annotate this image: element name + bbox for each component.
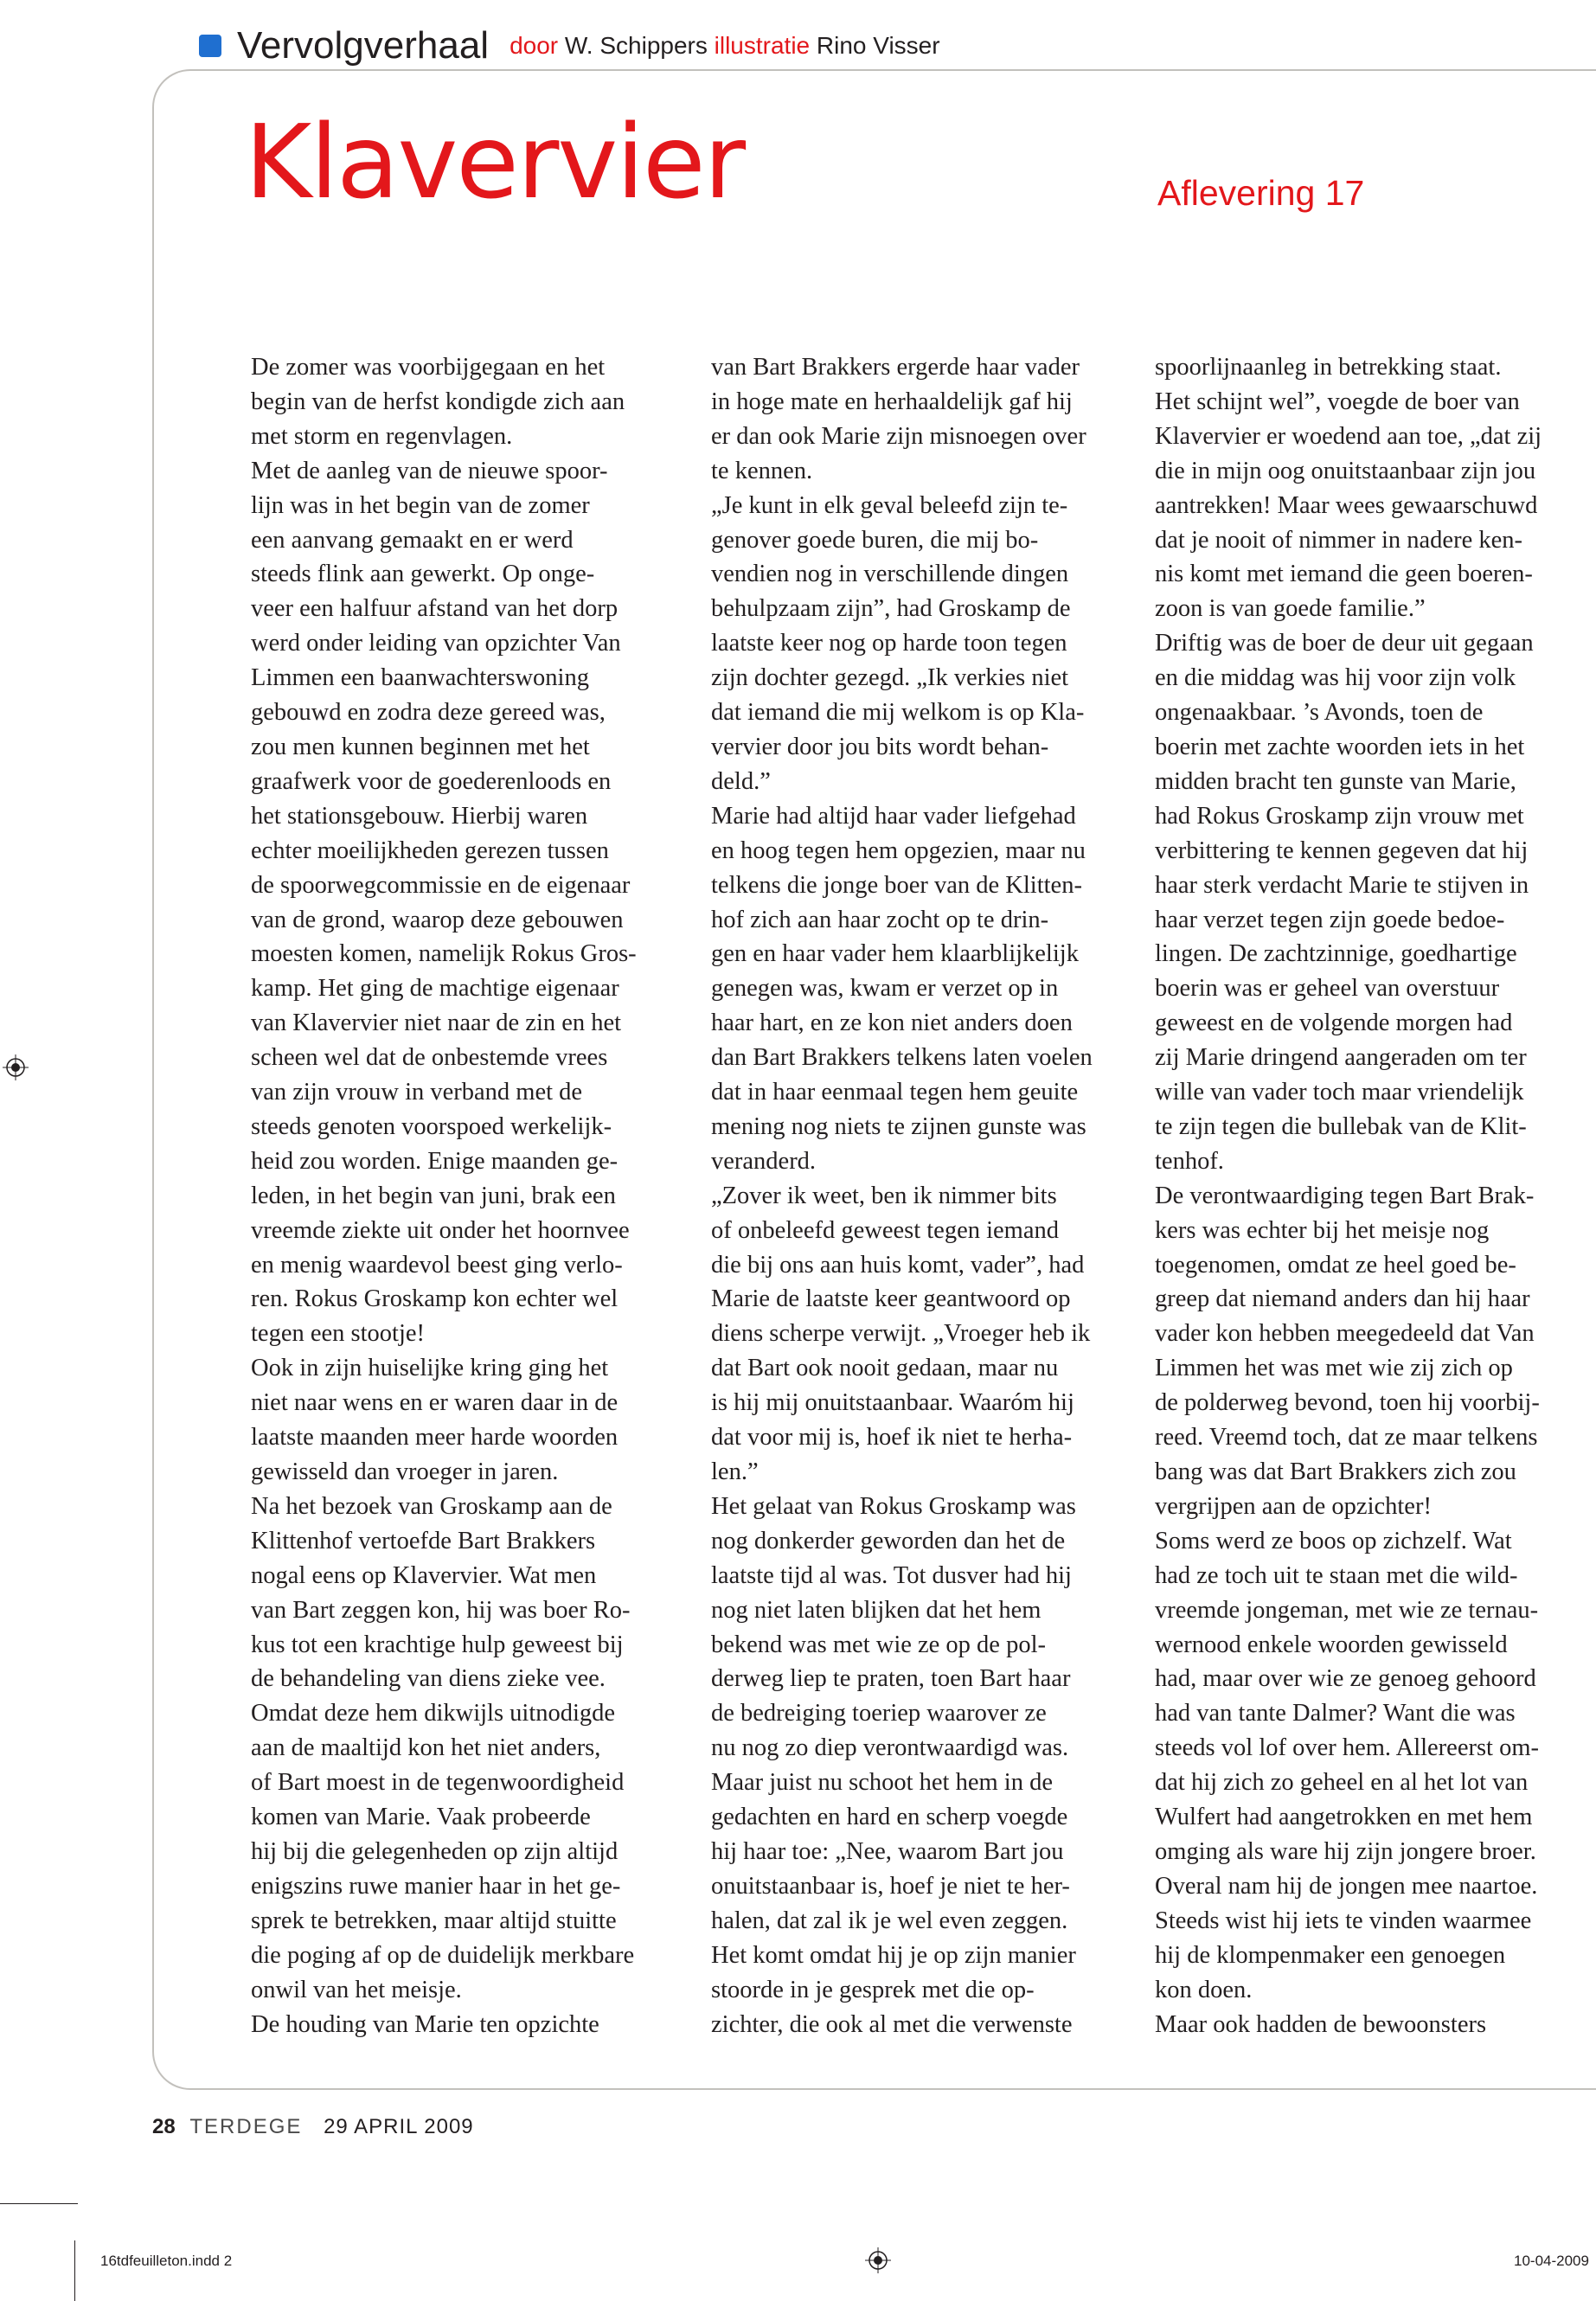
text-line: van de grond, waarop deze gebouwen	[251, 906, 624, 933]
text-line: boerin met zachte woorden iets in het	[1155, 733, 1525, 760]
text-line: onwil van het meisje.	[251, 1976, 462, 2003]
text-line: de bedreiging toeriep waarover ze	[711, 1700, 1047, 1727]
text-line: is hij mij onuitstaanbaar. Waaróm hij	[711, 1389, 1074, 1417]
text-line: Omdat deze hem dikwijls uitnodigde	[251, 1700, 616, 1727]
text-line: te zijn tegen die bullebak van de Klit-	[1155, 1112, 1527, 1140]
text-line: spoorlijnaanleg in betrekking staat.	[1155, 354, 1502, 381]
text-line: toegenomen, omdat ze heel goed be-	[1155, 1251, 1516, 1279]
text-line: kus tot een krachtige hulp geweest bij	[251, 1631, 624, 1658]
text-line: hof zich aan haar zocht op te drin-	[711, 906, 1049, 933]
text-line: behulpzaam zijn”, had Groskamp de	[711, 595, 1071, 623]
text-line: nog niet laten blijken dat het hem	[711, 1596, 1042, 1624]
text-line: bekend was met wie ze op de pol-	[711, 1631, 1046, 1658]
byline	[510, 32, 939, 60]
text-line: vreemde ziekte uit onder het hoornvee	[251, 1216, 630, 1244]
text-line: Steeds wist hij iets te vinden waarmee	[1155, 1907, 1532, 1934]
text-line: steeds flink aan gewerkt. Op onge-	[251, 561, 595, 588]
text-line: scheen wel dat de onbestemde vrees	[251, 1044, 608, 1072]
text-line: had van tante Dalmer? Want die was	[1155, 1700, 1516, 1727]
text-line: of onbeleefd geweest tegen iemand	[711, 1216, 1059, 1244]
text-line: haar hart, en ze kon niet anders doen	[711, 1009, 1073, 1037]
text-line: Marie de laatste keer geantwoord op	[711, 1285, 1071, 1313]
text-line: gewisseld dan vroeger in jaren.	[251, 1458, 559, 1485]
text-line: mening nog niets te zijnen gunste was	[711, 1112, 1086, 1140]
text-line: van Bart Brakkers ergerde haar vader	[711, 354, 1080, 381]
text-line: telkens die jonge boer van de Klitten-	[711, 871, 1082, 899]
slug-filename: 16tdfeuilleton.indd 2	[100, 2253, 233, 2269]
magazine-name: TERDEGE	[189, 2115, 303, 2138]
text-line: aan de maaltijd kon het niet anders,	[251, 1734, 601, 1762]
issue-date: 29 APRIL 2009	[324, 2115, 474, 2138]
text-line: zij Marie dringend aangeraden om ter	[1155, 1044, 1527, 1072]
text-line: dan Bart Brakkers telkens laten voelen	[711, 1044, 1093, 1072]
text-line: kers was echter bij het meisje nog	[1155, 1216, 1490, 1244]
text-line: nis komt met iemand die geen boeren-	[1155, 561, 1533, 588]
text-line: moesten komen, namelijk Rokus Gros-	[251, 940, 637, 968]
text-line: komen van Marie. Vaak probeerde	[251, 1804, 591, 1831]
episode-label: Aflevering 17	[1157, 173, 1365, 213]
text-line: aantrekken! Maar wees gewaarschuwd	[1155, 491, 1538, 519]
text-line: geweest en de volgende morgen had	[1155, 1009, 1513, 1037]
text-line: zijn dochter gezegd. „Ik verkies niet	[711, 664, 1069, 692]
text-line: tenhof.	[1155, 1147, 1224, 1175]
text-line: genover goede buren, die mij bo-	[711, 526, 1039, 554]
text-line: vader kon hebben meegedeeld dat Van	[1155, 1320, 1535, 1348]
text-line: „Je kunt in elk geval beleefd zijn te-	[711, 491, 1068, 519]
section-name: Vervolgverhaal	[237, 24, 490, 67]
text-line: de behandeling van diens zieke vee.	[251, 1665, 606, 1693]
text-line: De verontwaardiging tegen Bart Brak-	[1155, 1182, 1535, 1209]
text-line: zoon is van goede familie.”	[1155, 595, 1426, 623]
text-line: en menig waardevol beest ging verlo-	[251, 1251, 623, 1279]
story-title: Klavervier	[245, 102, 745, 221]
text-line: wernood enkele woorden gewisseld	[1155, 1631, 1508, 1658]
crop-mark	[74, 2240, 75, 2301]
text-line: haar verzet tegen zijn goede bedoe-	[1155, 906, 1505, 933]
text-line: echter moeilijkheden gerezen tussen	[251, 836, 609, 864]
text-line: hij de klompenmaker een genoegen	[1155, 1941, 1506, 1969]
text-line: in hoge mate en herhaaldelijk gaf hij	[711, 388, 1073, 415]
slug-date: 10-04-2009	[1514, 2253, 1589, 2269]
text-line: lijn was in het begin van de zomer	[251, 491, 590, 519]
text-line: midden bracht ten gunste van Marie,	[1155, 767, 1516, 795]
text-line: steeds vol lof over hem. Allereerst om-	[1155, 1734, 1540, 1762]
text-line: had Rokus Groskamp zijn vrouw met	[1155, 802, 1524, 830]
text-line: omging als ware hij zijn jongere broer.	[1155, 1837, 1536, 1865]
text-line: derweg liep te praten, toen Bart haar	[711, 1665, 1071, 1693]
text-line: van Bart zeggen kon, hij was boer Ro-	[251, 1596, 631, 1624]
text-line: dat Bart ook nooit gedaan, maar nu	[711, 1355, 1059, 1382]
text-line: of Bart moest in de tegenwoordigheid	[251, 1769, 625, 1797]
text-line: Ook in zijn huiselijke kring ging het	[251, 1355, 609, 1382]
text-line: wille van vader toch maar vriendelijk	[1155, 1079, 1524, 1106]
text-line: „Zover ik weet, ben ik nimmer bits	[711, 1182, 1057, 1209]
text-line: zichter, die ook al met die verwenste	[711, 2010, 1073, 2038]
text-line: die bij ons aan huis komt, vader”, had	[711, 1251, 1085, 1279]
text-line: leden, in het begin van juni, brak een	[251, 1182, 616, 1209]
text-line: een aanvang gemaakt en er werd	[251, 526, 574, 554]
text-line: werd onder leiding van opzichter Van	[251, 630, 621, 657]
text-line: het stationsgebouw. Hierbij waren	[251, 802, 588, 830]
text-line: heid zou worden. Enige maanden ge-	[251, 1147, 619, 1175]
text-line: deld.”	[711, 767, 771, 795]
text-line: Driftig was de boer de deur uit gegaan	[1155, 630, 1534, 657]
text-line: graafwerk voor de goederenloods en	[251, 767, 612, 795]
text-line: nu nog zo diep verontwaardigd was.	[711, 1734, 1069, 1762]
text-line: halen, dat zal ik je wel even zeggen.	[711, 1907, 1068, 1934]
text-line: Overal nam hij de jongen mee naartoe.	[1155, 1872, 1538, 1900]
text-line: dat hij zich zo geheel en al het lot van	[1155, 1769, 1529, 1797]
author-name: W. Schippers	[564, 32, 708, 59]
text-line: gen en haar vader hem klaarblijkelijk	[711, 940, 1079, 968]
text-line: nogal eens op Klavervier. Wat men	[251, 1561, 597, 1589]
text-line: genegen was, kwam er verzet op in	[711, 975, 1059, 1003]
text-line: kon doen.	[1155, 1976, 1253, 2003]
text-line: enigszins ruwe manier haar in het ge-	[251, 1872, 621, 1900]
text-line: te kennen.	[711, 457, 813, 484]
by-label: door	[510, 32, 559, 59]
text-line: greep dat niemand anders dan hij haar	[1155, 1285, 1530, 1313]
registration-mark-icon	[3, 1054, 29, 1080]
text-line: die poging af op de duidelijk merkbare	[251, 1941, 635, 1969]
text-line: zou men kunnen beginnen met het	[251, 733, 590, 760]
text-line: kamp. Het ging de machtige eigenaar	[251, 975, 619, 1003]
text-line: vervier door jou bits wordt behan-	[711, 733, 1049, 760]
text-line: er dan ook Marie zijn misnoegen over	[711, 422, 1086, 450]
text-line: lingen. De zachtzinnige, goedhartige	[1155, 940, 1517, 968]
page-footer	[152, 2115, 474, 2139]
text-line: niet naar wens en er waren daar in de	[251, 1389, 619, 1417]
text-line: diens scherpe verwijt. „Vroeger heb ik	[711, 1320, 1091, 1348]
crop-mark	[0, 2203, 78, 2204]
illustrator-name: Rino Visser	[816, 32, 940, 59]
section-header	[199, 16, 940, 76]
text-line: haar sterk verdacht Marie te stijven in	[1155, 871, 1529, 899]
text-line: tegen een stootje!	[251, 1320, 426, 1348]
text-line: die in mijn oog onuitstaanbaar zijn jou	[1155, 457, 1536, 484]
text-line: Na het bezoek van Groskamp aan de	[251, 1492, 612, 1520]
text-line: vreemde jongeman, met wie ze ternau-	[1155, 1596, 1539, 1624]
text-line: bang was dat Bart Brakkers zich zou	[1155, 1458, 1516, 1485]
text-line: hij haar toe: „Nee, waarom Bart jou	[711, 1837, 1064, 1865]
text-line: Het schijnt wel”, voegde de boer van	[1155, 388, 1520, 415]
text-line: dat in haar eenmaal tegen hem geuite	[711, 1079, 1079, 1106]
text-line: sprek te betrekken, maar altijd stuitte	[251, 1907, 617, 1934]
text-line: vergrijpen aan de opzichter!	[1155, 1492, 1432, 1520]
text-line: Het gelaat van Rokus Groskamp was	[711, 1492, 1076, 1520]
text-line: Klavervier er woedend aan toe, „dat zij	[1155, 422, 1542, 450]
text-line: Met de aanleg van de nieuwe spoor-	[251, 457, 608, 484]
text-line: dat voor mij is, hoef ik niet te herha-	[711, 1424, 1073, 1452]
text-line: boerin was er geheel van overstuur	[1155, 975, 1500, 1003]
text-line: de spoorwegcommissie en de eigenaar	[251, 871, 631, 899]
text-column-3	[1155, 350, 1587, 2041]
text-line: Klittenhof vertoefde Bart Brakkers	[251, 1527, 596, 1554]
text-line: Limmen een baanwachterswoning	[251, 664, 589, 692]
text-line: Het komt omdat hij je op zijn manier	[711, 1941, 1076, 1969]
text-column-2	[711, 350, 1144, 2041]
page-number: 28	[152, 2115, 176, 2138]
text-line: Maar ook hadden de bewoonsters	[1155, 2010, 1487, 2038]
illustration-label: illustratie	[714, 32, 811, 59]
text-line: hij bij die gelegenheden op zijn altijd	[251, 1837, 619, 1865]
text-line: de polderweg bevond, toen hij voorbij-	[1155, 1389, 1540, 1417]
registration-mark-icon	[865, 2247, 891, 2273]
text-line: gedachten en hard en scherp voegde	[711, 1804, 1068, 1831]
text-line: had ze toch uit te staan met die wild-	[1155, 1561, 1518, 1589]
text-line: ongenaakbaar. ’s Avonds, toen de	[1155, 699, 1484, 727]
text-line: nog donkerder geworden dan het de	[711, 1527, 1066, 1554]
text-line: De zomer was voorbijgegaan en het	[251, 354, 606, 381]
text-line: dat je nooit of nimmer in nadere ken-	[1155, 526, 1522, 554]
text-line: len.”	[711, 1458, 759, 1485]
text-line: vendien nog in verschillende dingen	[711, 561, 1069, 588]
text-line: reed. Vreemd toch, dat ze maar telkens	[1155, 1424, 1538, 1452]
text-line: van Klavervier niet naar de zin en het	[251, 1009, 622, 1037]
text-line: had, maar over wie ze genoeg gehoord	[1155, 1665, 1536, 1693]
text-line: onuitstaanbaar is, hoef je niet te her-	[711, 1872, 1070, 1900]
text-line: laatste tijd al was. Tot dusver had hij	[711, 1561, 1072, 1589]
text-line: veer een halfuur afstand van het dorp	[251, 595, 619, 623]
text-line: verbittering te kennen gegeven dat hij	[1155, 836, 1529, 864]
text-line: steeds genoten voorspoed werkelijk-	[251, 1112, 612, 1140]
text-line: ren. Rokus Groskamp kon echter wel	[251, 1285, 619, 1313]
text-line: laatste maanden meer harde woorden	[251, 1424, 619, 1452]
text-line: en hoog tegen hem opgezien, maar nu	[711, 836, 1086, 864]
text-column-1	[251, 350, 683, 2041]
text-line: begin van de herfst kondigde zich aan	[251, 388, 625, 415]
text-line: laatste keer nog op harde toon tegen	[711, 630, 1067, 657]
text-line: en die middag was hij voor zijn volk	[1155, 664, 1516, 692]
text-line: stoorde in je gesprek met die op-	[711, 1976, 1035, 2003]
text-line: met storm en regenvlagen.	[251, 422, 513, 450]
text-line: Wulfert had aangetrokken en met hem	[1155, 1804, 1533, 1831]
text-line: Maar juist nu schoot het hem in de	[711, 1769, 1053, 1797]
text-line: Limmen het was met wie zij zich op	[1155, 1355, 1513, 1382]
text-line: De houding van Marie ten opzichte	[251, 2010, 599, 2038]
text-line: Marie had altijd haar vader liefgehad	[711, 802, 1076, 830]
text-line: gebouwd en zodra deze gereed was,	[251, 699, 606, 727]
text-line: dat iemand die mij welkom is op Kla-	[711, 699, 1085, 727]
text-line: van zijn vrouw in verband met de	[251, 1079, 583, 1106]
text-line: Soms werd ze boos op zichzelf. Wat	[1155, 1527, 1512, 1554]
section-marker-icon	[199, 35, 221, 57]
text-line: veranderd.	[711, 1147, 817, 1175]
